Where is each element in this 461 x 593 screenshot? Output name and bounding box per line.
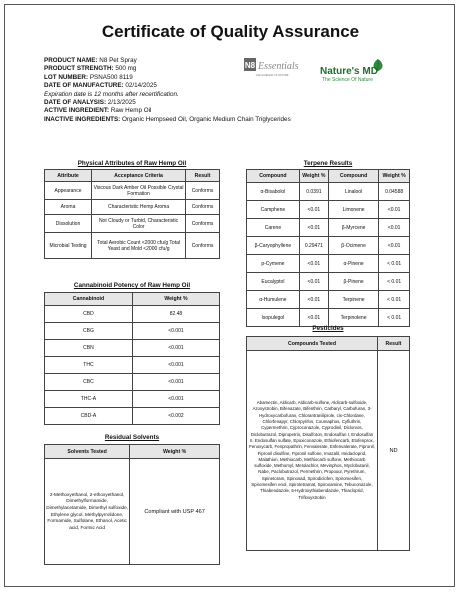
table-row <box>45 182 220 200</box>
terpene-header: Compound <box>247 170 300 183</box>
cannabinoid-name: CBD <box>45 306 133 323</box>
physical-cell: Total Aerobic Count <2000 cfu/g Total Yeast and Mold <2000 cfu/g <box>92 233 186 259</box>
cannabinoid-value: <0.001 <box>132 323 219 340</box>
terpene-header: Weight % <box>299 170 328 183</box>
terpene-weight: <0.01 <box>299 309 328 327</box>
cannabinoid-name: CBG <box>45 323 133 340</box>
cannabinoid-name: CBN <box>45 340 133 357</box>
pesticides-result: ND <box>377 351 409 551</box>
lot-label: LOT NUMBER: <box>44 73 89 81</box>
physical-title: Physical Attributes of Raw Hemp Oil <box>77 160 187 167</box>
natures-md-logo <box>318 55 396 85</box>
product-strength: 500 mg <box>115 65 137 73</box>
cannabinoid-value: <0.001 <box>132 391 219 408</box>
terpene-compound: β-Ocimene <box>328 237 378 255</box>
n8-logo-mark: N8 <box>244 61 256 70</box>
table-row <box>247 219 410 237</box>
terpene-compound: β-Pinene <box>328 273 378 291</box>
pesticides-table <box>246 336 410 551</box>
cannabinoid-table <box>44 292 220 425</box>
cannabinoid-header: Cannabinoid <box>45 293 133 306</box>
table-row <box>45 391 220 408</box>
strength-label: PRODUCT STRENGTH: <box>44 65 114 73</box>
terpene-compound: β-Myrcene <box>328 219 378 237</box>
terpene-compound: Isopulegol <box>247 309 300 327</box>
active-ingredient: Raw Hemp Oil <box>110 107 152 115</box>
physical-cell: Conforms <box>186 215 220 233</box>
pesticides-title: Pesticides <box>312 325 344 332</box>
table-row <box>45 374 220 391</box>
solvents-header: Weight % <box>130 445 220 459</box>
cannabinoid-value: 82.48 <box>132 306 219 323</box>
physical-cell: Aroma <box>45 200 92 215</box>
terpene-weight: < 0.01 <box>379 291 410 309</box>
table-row <box>247 351 410 551</box>
nm-logo-tagline: The Science Of Nature <box>322 77 373 83</box>
physical-cell: Conforms <box>186 233 220 259</box>
terpene-compound: Limonene <box>328 201 378 219</box>
terpene-weight: 0.0391 <box>299 183 328 201</box>
expiration-note: Expiration date is 12 months after recertification. <box>44 90 179 98</box>
table-row <box>247 273 410 291</box>
solvents-tested: 2-Methoxyethanol, 2-ethoxyethanol, Dimethylformamide, Dimethylacetamide, Dimethyl sulfoxide, Ethylene glycol, Methylpyrrolidone, Formamide, Sulfolane, Ethanol, Acetic acid, Formic Acid <box>45 459 130 565</box>
terpene-weight: <0.01 <box>299 291 328 309</box>
n8-logo-brand: Essentials <box>258 61 299 72</box>
terpene-compound: α-Humulene <box>247 291 300 309</box>
page-title: Certificate of Quality Assurance <box>101 22 360 41</box>
inactive-label: INACTIVE INGREDIENTS: <box>44 115 121 123</box>
cannabinoid-value: <0.001 <box>132 357 219 374</box>
n8-logo-tagline: THE SCIENCE OF NATURE <box>255 74 289 77</box>
terpene-compound: Eucalyptol <box>247 273 300 291</box>
table-row <box>247 309 410 327</box>
terpene-table <box>246 169 410 327</box>
terpene-compound: α-Bisabolol <box>247 183 300 201</box>
terpene-compound: Carene <box>247 219 300 237</box>
table-row <box>45 200 220 215</box>
pesticides-tested: Abamectin, Aldicarb, Aldicarb-sulfone, Aldicarb-sulfoxide, Azoxystrobin, Bifenazate, Bifenthrin, Carbaryl, Carbofuran, 3-Hydroxycarbofuran, Chlorantraniliprole, cis-Chlordane, Chlorfenapyr, Chlorpyrifos, Coumaphos, Cyfluthrin, Cypermethrin, Cyproconazole, Cyprodinil, Diclorvos, Diclobutrazol, Dipropetrin, Disulfoton, Endosulfan I, Endosulfan II, Endosulfan sulfate, Epoxiconazole, Ethiofencarb, Etofenprox, Fenoxycarb, Fenpropathrin, Fenvalerate, Esfenvalerate, Fipronil, Fipronil disulfine, Fipronil sulfone, Imazalil, Imidacloprid, Malathion, Methiocarb, Methiocarb sulfone, Methiocarb sulfoxide, Methomyl, Metolachlor, Mevinphos, Myclobutanil, Nabe, Paclobutrazol, Permethrin, Propoxur, Pyrethrum, Spinetoram, Spinosad, Spirodiclofen, Spiromesifen, Spiromesifen enol, Spirotetramat, Spiroxamine, Tebuconazole, Thiabendazole, 5-Hydroxythiabendazole, Thiacloprid, Trifloxystrobin <box>247 351 378 551</box>
table-row <box>45 340 220 357</box>
table-row <box>247 201 410 219</box>
cannabinoid-name: CBD-A <box>45 408 133 425</box>
nm-logo-brand: Nature's MD <box>320 66 378 77</box>
physical-cell: Conforms <box>186 200 220 215</box>
solvents-table <box>44 444 220 565</box>
table-row <box>45 357 220 374</box>
physical-cell: Microbial Testing <box>45 233 92 259</box>
terpene-compound: Terpinolene <box>328 309 378 327</box>
cannabinoid-value: <0.001 <box>132 340 219 357</box>
terpene-weight: 0.04588 <box>379 183 410 201</box>
terpene-compound: β-Caryophyllene <box>247 237 300 255</box>
terpene-weight: <0.01 <box>379 237 410 255</box>
analysis-date: 2/13/2025 <box>107 99 136 107</box>
table-row <box>45 408 220 425</box>
name-label: PRODUCT NAME: <box>44 57 98 64</box>
active-label: ACTIVE INGREDIENT: <box>44 107 110 115</box>
pesticides-header: Compounds Tested <box>247 337 378 351</box>
product-name: N8 Pet Spray <box>99 57 137 64</box>
table-row <box>45 306 220 323</box>
terpene-compound: α-Pinene <box>328 255 378 273</box>
cannabinoid-name: CBC <box>45 374 133 391</box>
table-row <box>45 233 220 259</box>
table-row <box>45 215 220 233</box>
cannabinoid-title: Cannabinoid Potency of Raw Hemp Oil <box>73 282 191 289</box>
physical-cell: Viscous Dark Amber Oil Possible Crystal Formation <box>92 182 186 200</box>
terpene-compound: Camphene <box>247 201 300 219</box>
analysis-label: DATE OF ANALYSIS: <box>44 99 107 107</box>
lot-number: PSNA500 8119 <box>89 73 133 81</box>
physical-header: Result <box>186 170 220 182</box>
physical-cell: Dissolution <box>45 215 92 233</box>
physical-cell: Not Cloudy or Turbid, Characteristic Color <box>92 215 186 233</box>
pesticides-header: Result <box>377 337 409 351</box>
inactive-ingredients: Organic Hempseed Oil, Organic Medium Chain Triglycerides <box>122 115 291 123</box>
physical-header: Acceptance Criteria <box>92 170 186 182</box>
manufacture-label: DATE OF MANUFACTURE: <box>44 82 124 90</box>
terpene-compound: p-Cymene <box>247 255 300 273</box>
table-row <box>247 183 410 201</box>
terpene-weight: < 0.01 <box>379 255 410 273</box>
terpene-compound: Terpinene <box>328 291 378 309</box>
terpene-compound: Linalool <box>328 183 378 201</box>
terpene-weight: 0.29471 <box>299 237 328 255</box>
solvents-header: Solvents Tested <box>45 445 130 459</box>
table-row <box>247 291 410 309</box>
terpene-weight: < 0.01 <box>379 309 410 327</box>
terpene-weight: <0.01 <box>299 219 328 237</box>
terpene-header: Weight % <box>379 170 410 183</box>
terpene-weight: < 0.01 <box>379 273 410 291</box>
n8-essentials-logo <box>244 55 304 81</box>
terpene-weight: <0.01 <box>299 255 328 273</box>
table-row <box>45 459 220 565</box>
solvents-title: Residual Solvents <box>104 434 160 441</box>
physical-table <box>44 169 220 259</box>
terpene-weight: <0.01 <box>379 201 410 219</box>
cannabinoid-value: <0.002 <box>132 408 219 425</box>
table-row <box>45 323 220 340</box>
cannabinoid-value: <0.001 <box>132 374 219 391</box>
solvents-result: Compliant with USP 467 <box>130 459 220 565</box>
manufacture-date: 02/14/2025 <box>125 82 157 90</box>
physical-cell: Conforms <box>186 182 220 200</box>
terpene-weight: <0.01 <box>379 219 410 237</box>
physical-cell: Appearance <box>45 182 92 200</box>
terpene-weight: <0.01 <box>299 273 328 291</box>
cannabinoid-header: Weight % <box>132 293 219 306</box>
physical-header: Attribute <box>45 170 92 182</box>
physical-cell: Characteristic Hemp Aroma <box>92 200 186 215</box>
terpene-weight: <0.01 <box>299 201 328 219</box>
table-row <box>247 237 410 255</box>
cannabinoid-name: THC <box>45 357 133 374</box>
cannabinoid-name: THC-A <box>45 391 133 408</box>
table-row <box>247 255 410 273</box>
terpene-title: Terpene Results <box>303 160 353 167</box>
terpene-header: Compound <box>328 170 378 183</box>
